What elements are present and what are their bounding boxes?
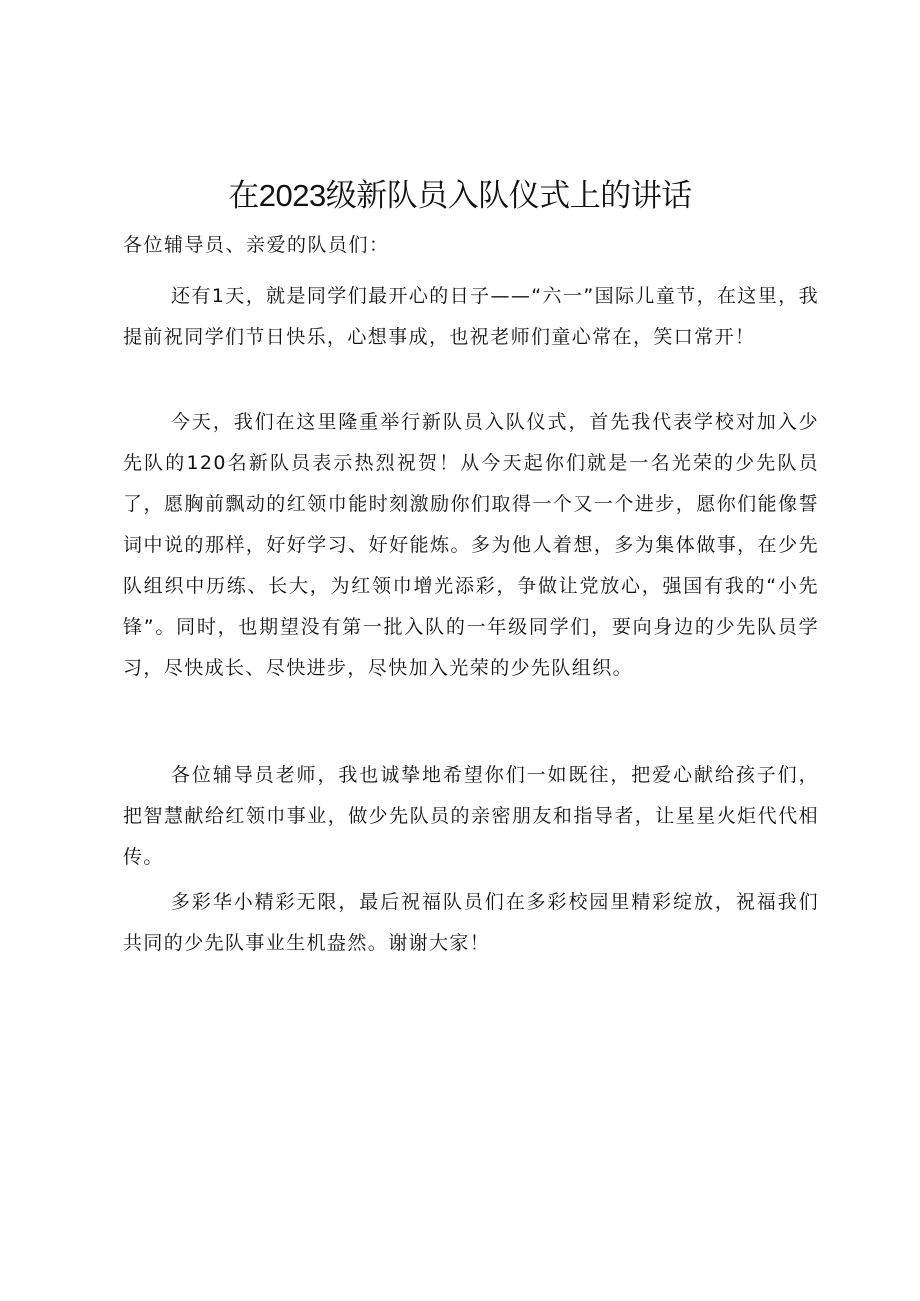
paragraph-3: 各位辅导员老师，我也诚挚地希望你们一如既往，把爱心献给孩子们，把智慧献给红领巾事业，做少先队员的亲密朋友和指导者，让星星火炬代代相传。	[123, 764, 819, 868]
paragraph-4: 多彩华小精彩无限，最后祝福队员们在多彩校园里精彩绽放，祝福我们共同的少先队事业生机盎然。谢谢大家！	[123, 891, 819, 954]
page-title: 在2023级新队员入队仪式上的讲话	[228, 178, 692, 213]
paragraph-2: 今天，我们在这里隆重举行新队员入队仪式，首先我代表学校对加入少先队的120名新队员表示热烈祝贺！从今天起你们就是一名光荣的少先队员了，愿胸前飘动的红领巾能时刻激励你们取得一个又一个进步，愿你们能像誓词中说的那样，好好学习、好好能炼。多为他人着想，多为集体做事，在少先队组织中历练、长大，为红领巾增光添彩，争做让党放心，强国有我的“小先锋”。同时，也期望没有第一批入队的一年级同学们，要向身边的少先队员学习，尽快成长、尽快进步，尽快加入光荣的少先队组织。	[123, 411, 819, 679]
paragraph-1: 还有1天，就是同学们最开心的日子——“六一”国际儿童节，在这里，我提前祝同学们节日快乐，心想事成，也祝老师们童心常在，笑口常开！	[123, 285, 819, 348]
salutation: 各位辅导员、亲爱的队员们：	[123, 234, 390, 256]
